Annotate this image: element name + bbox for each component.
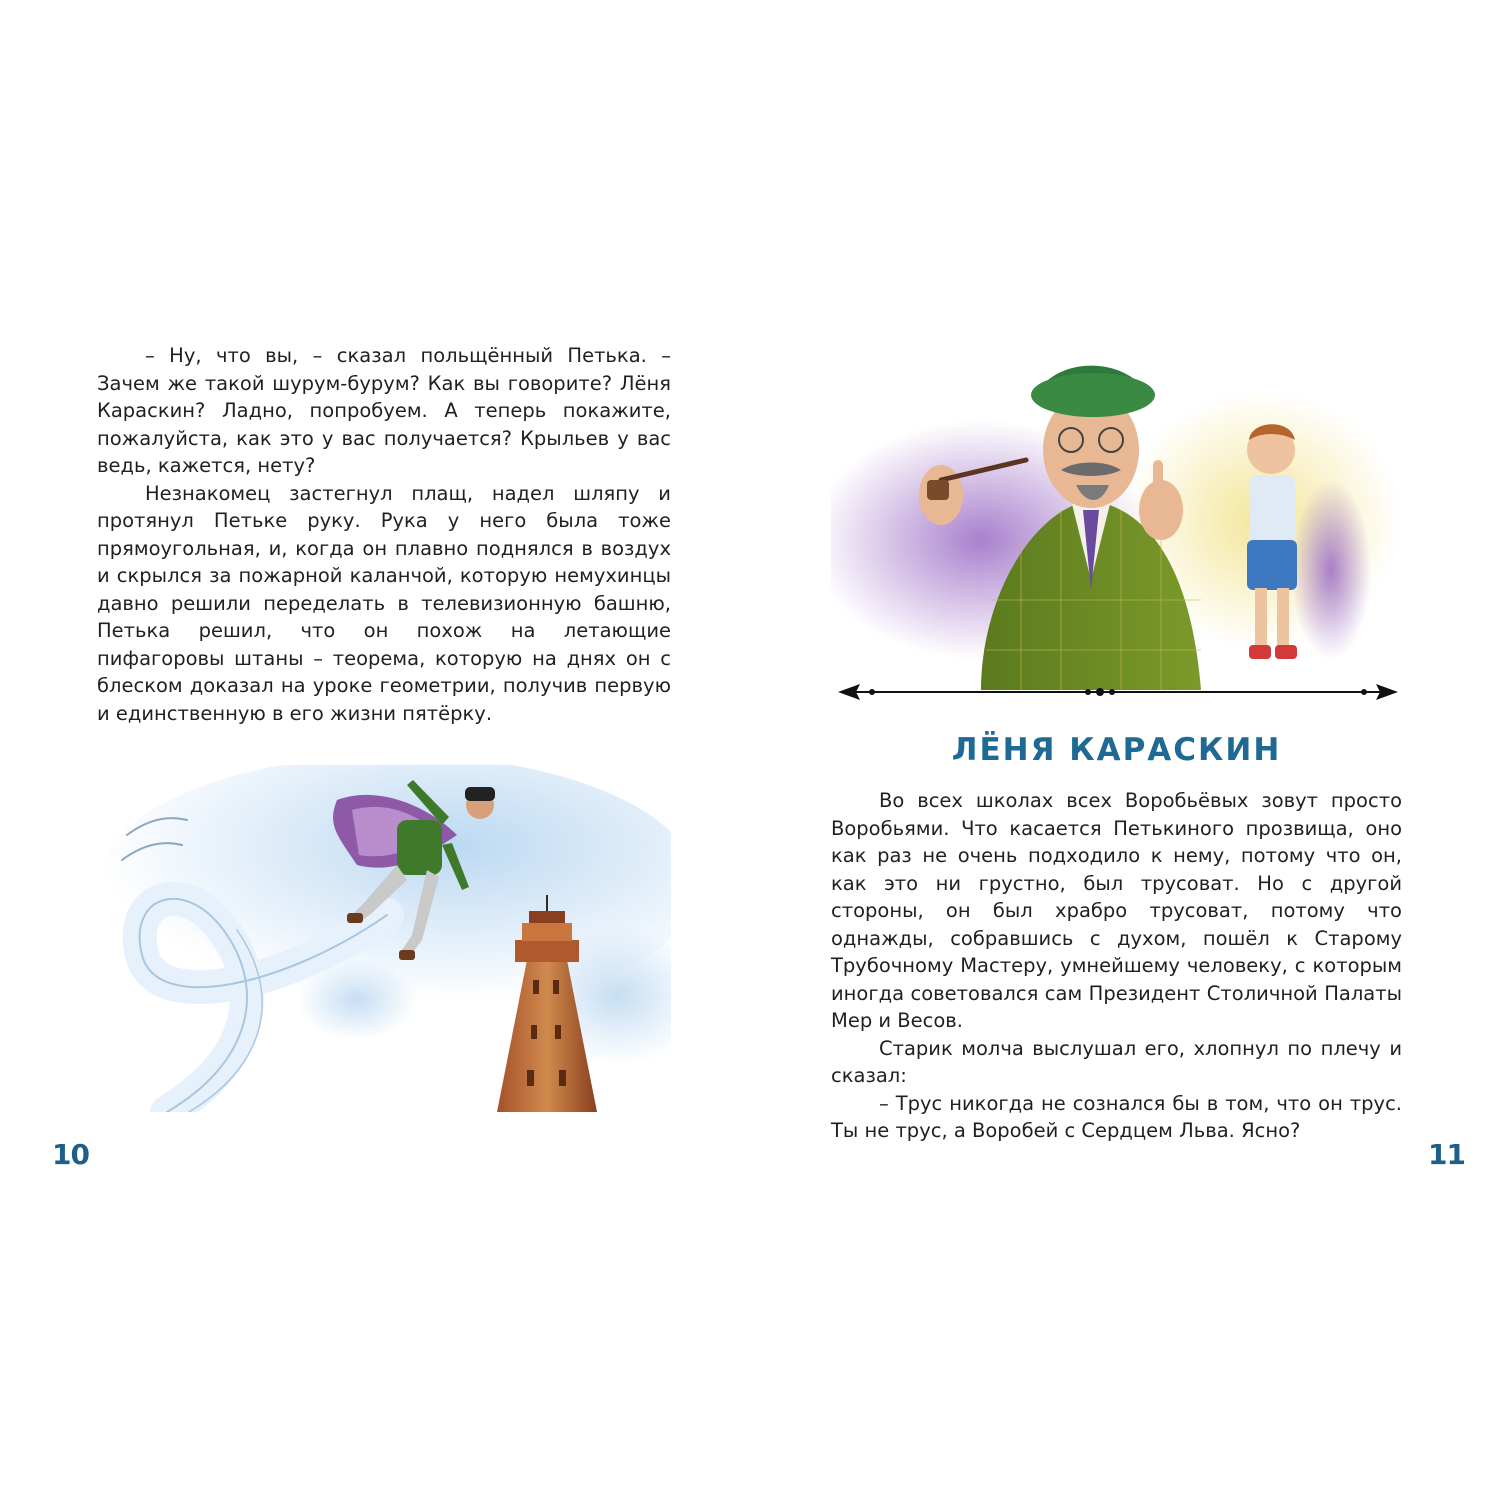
right-page-text [831,787,1402,1145]
divider-arrow-line [838,680,1398,704]
paragraph: Старик молча выслушал его, хлопнул по плечу и сказал: [831,1036,1402,1087]
ornamental-divider [838,680,1398,704]
paragraph: Незнакомец застегнул плащ, надел шляпу и протянул Петьке руку. Рука у него была тоже прямоугольная, и, когда он плавно поднялся в воздух и скрылся за пожарной каланчой, которую немухинцы давно решили переделать в телевизионную башню, Петька решил, что он похож на летающие пифагоровы штаны – теорема, которую на днях он с блеском доказал на уроке геометрии, получив первую и единственную в его жизни пятёрку. [97,481,671,725]
flying-man-illustration [97,765,671,1112]
paragraph: – Ну, что вы, – сказал польщённый Петька. – Зачем же такой шурум-бурум? Как вы говорите? Лёня Караскин? Ладно, попробуем. А теперь покажите, пожалуйста, как это у вас получается? Крыльев у вас ведь, кажется, нету? [97,344,671,477]
paragraph: – Трус никогда не сознался бы в том, что он трус. Ты не трус, а Воробей с Сердцем Льва. Ясно? [831,1091,1402,1142]
page-number-left: 10 [52,1138,89,1171]
pipe-master-illustration [831,340,1402,690]
left-page-text [97,342,671,727]
chapter-title: ЛЁНЯ КАРАСКИН [951,732,1282,768]
flying-man-drawing [97,765,671,1112]
page-number-right: 11 [1428,1138,1465,1171]
paragraph: Во всех школах всех Воробьёвых зовут просто Воробьями. Что касается Петькиного прозвища, оно как раз не очень подходило к нему, потому что он, как это ни грустно, был трусоват. Но с другой стороны, он был храбро трусоват, потому что однажды, собравшись с духом, пошёл к Старому Трубочному Мастеру, умнейшему человеку, с которым иногда советовался сам Президент Столичной Палаты Мер и Весов. [831,789,1402,1032]
pipe-master-drawing [831,340,1402,690]
